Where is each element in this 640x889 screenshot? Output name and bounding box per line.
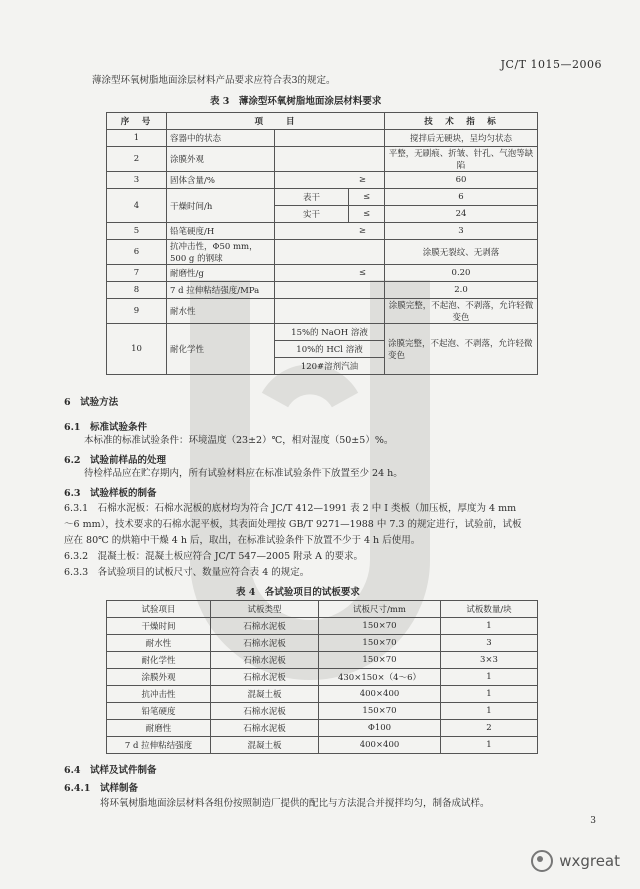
table3-row	[107, 265, 538, 282]
t4-cell: 400×400	[319, 737, 441, 754]
t4-cell: 150×70	[319, 703, 441, 720]
section-6-4-1-text: 将环氧树脂地面涂层材料各组份按照制造厂提供的配比与方法混合并搅拌均匀，制备成试样。	[100, 798, 490, 809]
t3-val: 60	[385, 172, 538, 189]
t3-no: 2	[107, 147, 167, 172]
t3-val: 24	[385, 206, 538, 223]
table3-row	[107, 130, 538, 147]
brand-label: wxgreat	[559, 852, 620, 870]
table3-row	[107, 299, 538, 324]
t4-cell: 1	[441, 737, 538, 754]
t3-head-no: 序 号	[107, 113, 167, 130]
section-6-2: 6.2 试验前样品的处理	[64, 455, 167, 466]
t3-no: 10	[107, 324, 167, 375]
t4-cell: 150×70	[319, 618, 441, 635]
t3-item: 耐化学性	[167, 324, 275, 375]
t4-cell: 430×150×（4～6）	[319, 669, 441, 686]
t3-item: 铅笔硬度/H	[167, 223, 275, 240]
page-number: 3	[590, 816, 596, 826]
t4-cell: 石棉水泥板	[211, 618, 319, 635]
standard-code: JC/T 1015—2006	[500, 58, 602, 71]
t3-sub: 表干	[275, 189, 349, 206]
section-6-3-3: 6.3.3 各试验项目的试板尺寸、数量应符合表 4 的规定。	[64, 567, 310, 578]
t3-op: ≤	[349, 189, 385, 206]
t4-cell: 3×3	[441, 652, 538, 669]
t3-item: 耐磨性/g	[167, 265, 275, 282]
t4-cell: 耐水性	[107, 635, 211, 652]
t3-no: 4	[107, 189, 167, 223]
t3-item: 容器中的状态	[167, 130, 275, 147]
t3-op	[275, 130, 385, 147]
section-6-3-1-line2: ～6 mm），技术要求的石棉水泥平板，其表面处理按 GB/T 9271—1988 中 7.3 的规定进行，试验前，试板	[64, 519, 522, 530]
wechat-icon	[531, 850, 553, 872]
t3-no: 8	[107, 282, 167, 299]
wechat-brand	[531, 850, 620, 872]
table3-caption: 表 3 薄涂型环氧树脂地面涂层材料要求	[210, 96, 382, 107]
t3-no: 9	[107, 299, 167, 324]
t3-val: 6	[385, 189, 538, 206]
t3-sub: 实干	[275, 206, 349, 223]
t4-cell: 1	[441, 703, 538, 720]
table3	[106, 112, 538, 375]
table3-row	[107, 223, 538, 240]
table4-row	[107, 669, 538, 686]
section-6-2-text: 待检样品应在贮存期内，所有试验材料应在标准试验条件下放置至少 24 h。	[84, 468, 403, 479]
intro-text: 薄涂型环氧树脂地面涂层材料产品要求应符合表3的规定。	[92, 75, 336, 86]
t4-cell: 铅笔硬度	[107, 703, 211, 720]
t3-item: 干燥时间/h	[167, 189, 275, 223]
t3-sub: 10%的 HCl 溶液	[275, 341, 385, 358]
t3-op: ≤	[275, 265, 385, 282]
table4-row	[107, 737, 538, 754]
t3-op	[275, 147, 385, 172]
t3-val: 涂膜完整，不起泡、不剥落，允许轻微变色	[385, 324, 538, 375]
t4-cell: 混凝土板	[211, 686, 319, 703]
t3-op	[275, 240, 385, 265]
section-6-3-1-line1: 6.3.1 石棉水泥板：石棉水泥板的底材均为符合 JC/T 412—1991 表 2 中 Ⅰ 类板（加压板，厚度为 4 mm	[64, 503, 517, 514]
t3-no: 7	[107, 265, 167, 282]
table3-row	[107, 324, 538, 341]
table3-row	[107, 240, 538, 265]
t4-head-item: 试验项目	[107, 601, 211, 618]
t3-val: 2.0	[385, 282, 538, 299]
t3-op: ≥	[275, 172, 385, 189]
t4-cell: 石棉水泥板	[211, 703, 319, 720]
t3-op	[275, 282, 385, 299]
t4-head-size: 试板尺寸/mm	[319, 601, 441, 618]
t4-cell: 1	[441, 686, 538, 703]
t3-head-spec: 技 术 指 标	[385, 113, 538, 130]
t3-sub: 15%的 NaOH 溶液	[275, 324, 385, 341]
t4-cell: 耐化学性	[107, 652, 211, 669]
t3-op: ≤	[349, 206, 385, 223]
t4-cell: 7 d 拉伸粘结强度	[107, 737, 211, 754]
table4-row	[107, 686, 538, 703]
section-6-1: 6.1 标准试验条件	[64, 422, 148, 433]
t4-cell: 1	[441, 618, 538, 635]
t3-head-item: 项 目	[167, 113, 385, 130]
table4-row	[107, 720, 538, 737]
t4-cell: 2	[441, 720, 538, 737]
t4-cell: 150×70	[319, 635, 441, 652]
t3-item: 涂膜外观	[167, 147, 275, 172]
t3-no: 1	[107, 130, 167, 147]
t4-cell: 150×70	[319, 652, 441, 669]
t3-item: 固体含量/%	[167, 172, 275, 189]
t3-val: 0.20	[385, 265, 538, 282]
table3-row	[107, 282, 538, 299]
section-6-4: 6.4 试样及试件制备	[64, 765, 157, 776]
t3-sub: 120#溶剂汽油	[275, 358, 385, 375]
table4-row	[107, 618, 538, 635]
t3-val: 涂膜无裂纹、无剥落	[385, 240, 538, 265]
t4-cell: 石棉水泥板	[211, 720, 319, 737]
t4-cell: 400×400	[319, 686, 441, 703]
t3-item: 耐水性	[167, 299, 275, 324]
t4-cell: 抗冲击性	[107, 686, 211, 703]
t3-val: 搅拌后无硬块，呈均匀状态	[385, 130, 538, 147]
t4-cell: 涂膜外观	[107, 669, 211, 686]
table4-caption: 表 4 各试验项目的试板要求	[236, 587, 360, 598]
t3-item: 7 d 拉伸粘结强度/MPa	[167, 282, 275, 299]
t3-no: 3	[107, 172, 167, 189]
t3-no: 5	[107, 223, 167, 240]
table4	[106, 600, 538, 754]
t3-item: 抗冲击性，Φ50 mm，500 g 的钢球	[167, 240, 275, 265]
t3-op	[275, 299, 385, 324]
t4-cell: 干燥时间	[107, 618, 211, 635]
section-6: 6 试验方法	[64, 397, 119, 408]
t4-cell: 耐磨性	[107, 720, 211, 737]
table4-row	[107, 703, 538, 720]
section-6-3-2: 6.3.2 混凝土板：混凝土板应符合 JC/T 547—2005 附录 A 的要求。	[64, 551, 364, 562]
t4-cell: 石棉水泥板	[211, 669, 319, 686]
table3-row	[107, 147, 538, 172]
table4-row	[107, 652, 538, 669]
t4-head-type: 试板类型	[211, 601, 319, 618]
t4-cell: 1	[441, 669, 538, 686]
t4-cell: 混凝土板	[211, 737, 319, 754]
t4-head-qty: 试板数量/块	[441, 601, 538, 618]
t3-op: ≥	[275, 223, 385, 240]
t4-cell: 石棉水泥板	[211, 635, 319, 652]
section-6-1-text: 本标准的标准试验条件：环境温度（23±2）℃，相对湿度（50±5）%。	[84, 435, 394, 446]
t3-no: 6	[107, 240, 167, 265]
section-6-3: 6.3 试验样板的制备	[64, 488, 157, 499]
table3-row	[107, 172, 538, 189]
t3-val: 平整，无刷痕、折皱、针孔、气泡等缺陷	[385, 147, 538, 172]
section-6-4-1: 6.4.1 试样制备	[64, 783, 138, 794]
t3-val: 3	[385, 223, 538, 240]
t4-cell: 3	[441, 635, 538, 652]
table4-row	[107, 635, 538, 652]
table3-row	[107, 189, 538, 206]
t4-cell: 石棉水泥板	[211, 652, 319, 669]
t3-val: 涂膜完整，不起泡、不剥落，允许轻微变色	[385, 299, 538, 324]
t4-cell: Φ100	[319, 720, 441, 737]
section-6-3-1-line3: 应在 80℃ 的烘箱中干燥 4 h 后，取出，在标准试验条件下放置不少于 4 h 后使用。	[64, 535, 421, 546]
